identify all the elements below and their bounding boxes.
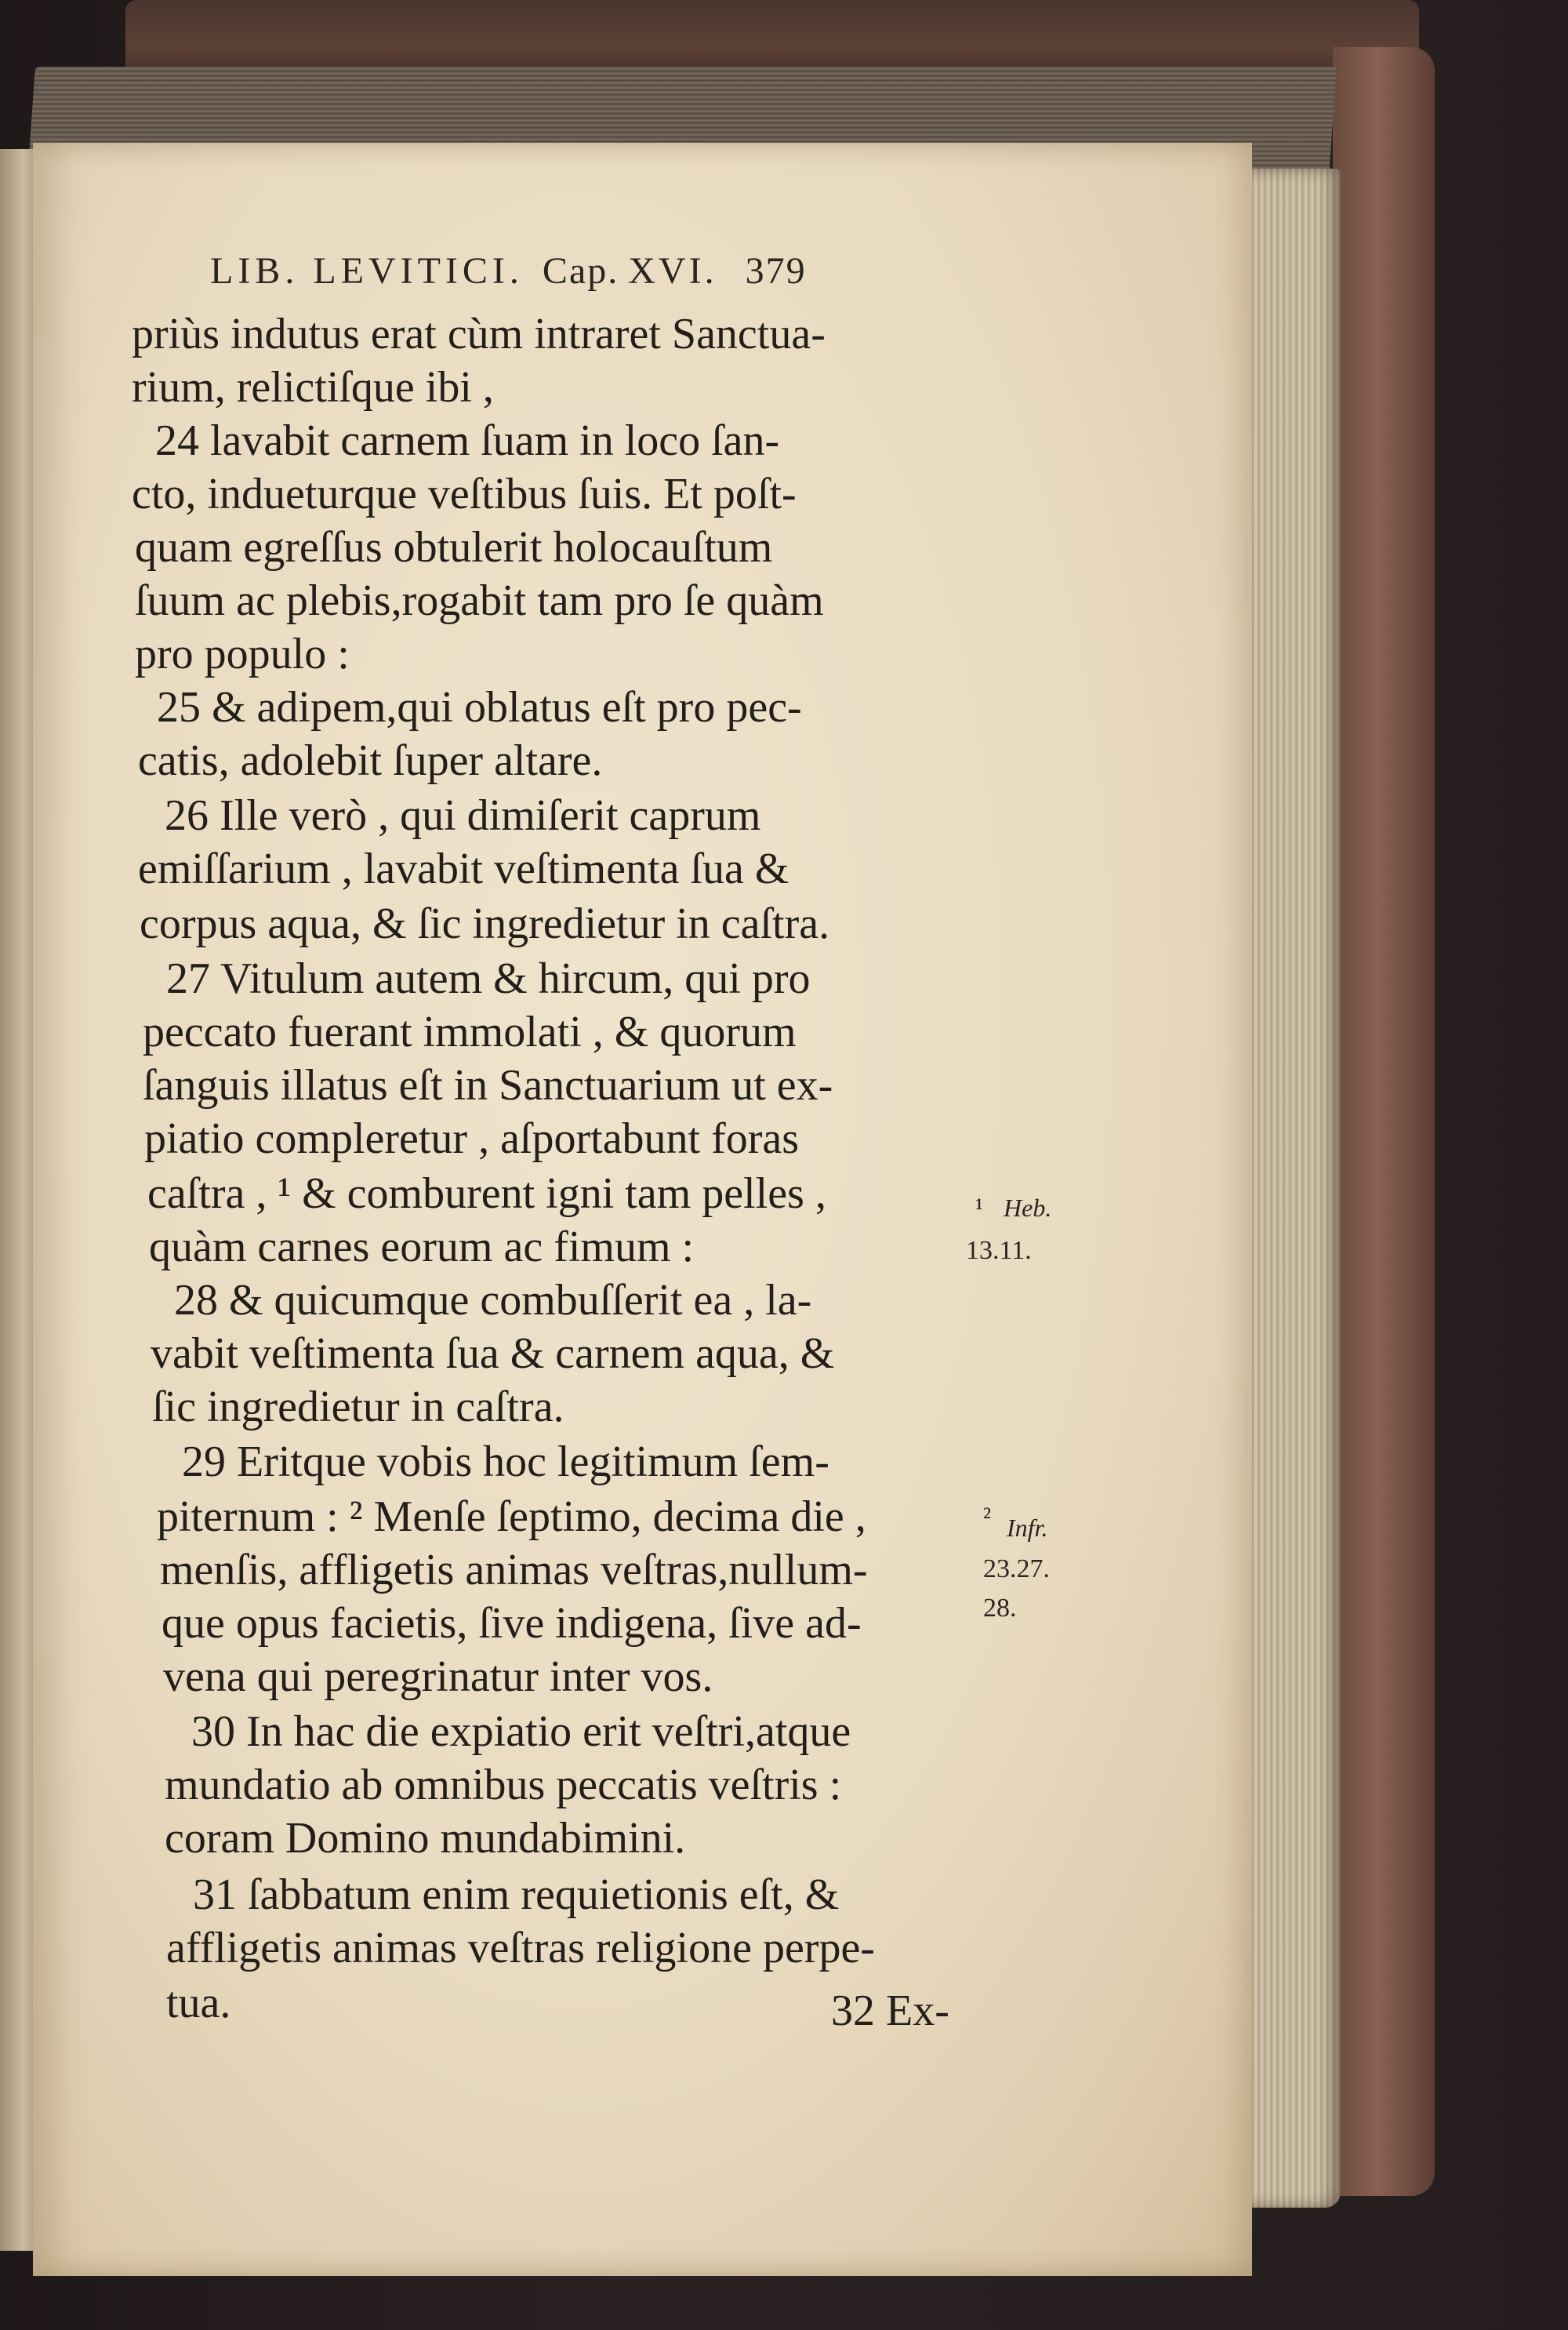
text-line: 27 Vitulum autem & hircum, qui pro bbox=[166, 954, 811, 1003]
margin-note-ref: Infr. bbox=[1007, 1514, 1048, 1542]
text-line: quàm carnes eorum ac fimum : bbox=[149, 1223, 695, 1271]
text-line: vabit veſtimenta ſua & carnem aqua, & bbox=[151, 1329, 835, 1378]
text-line: 24 lavabit carnem ſuam in loco ſan- bbox=[155, 416, 780, 465]
margin-note-marker: ² bbox=[983, 1503, 992, 1532]
text-line: rium, relictiſque ibi , bbox=[132, 363, 494, 412]
margin-note-location: 13.11. bbox=[966, 1236, 1032, 1265]
text-line: 30 In hac die expiatio erit veſtri,atque bbox=[191, 1707, 851, 1756]
text-line: catis, adolebit ſuper altare. bbox=[138, 736, 603, 785]
text-line: corpus aqua, & ſic ingredietur in caſtra. bbox=[140, 900, 830, 948]
text-line: ſic ingredietur in caſtra. bbox=[152, 1383, 564, 1431]
text-line: peccato fuerant immolati , & quorum bbox=[143, 1008, 797, 1056]
text-line: priùs indutus erat cùm intraret Sanctua- bbox=[132, 310, 826, 358]
header-book-title: LIB. LEVITICI. bbox=[210, 250, 524, 292]
text-line: ſanguis illatus eſt in Sanctuarium ut ex- bbox=[143, 1061, 833, 1110]
page-edges-right bbox=[1247, 169, 1341, 2208]
page-number: 379 bbox=[745, 250, 807, 292]
text-line: ſuum ac plebis,rogabit tam pro ſe quàm bbox=[135, 576, 824, 625]
text-line: cto, indueturque veſtibus ſuis. Et poſt- bbox=[132, 470, 797, 518]
text-line: pro populo : bbox=[135, 630, 350, 678]
text-line: vena qui peregrinatur inter vos. bbox=[163, 1652, 713, 1701]
text-line: 31 ſabbatum enim requietionis eſt, & bbox=[193, 1870, 840, 1919]
margin-note-marker: ¹ bbox=[975, 1194, 984, 1223]
text-line: mundatio ab omnibus peccatis veſtris : bbox=[165, 1761, 842, 1809]
text-line: affligetis animas veſtras religione perpe- bbox=[166, 1924, 875, 1972]
text-line: caſtra , ¹ & comburent igni tam pelles , bbox=[147, 1169, 826, 1218]
running-header bbox=[210, 249, 807, 293]
margin-note-ref: Heb. bbox=[1004, 1194, 1052, 1222]
text-line: quam egreſſus obtulerit holocauſtum bbox=[135, 523, 773, 572]
text-line: 28 & quicumque combuſſerit ea , la- bbox=[174, 1276, 812, 1325]
left-page-edge bbox=[0, 149, 33, 2251]
text-line: menſis, affligetis animas veſtras,nullum- bbox=[160, 1546, 868, 1594]
catchword: 32 Ex- bbox=[831, 1986, 949, 2035]
text-line: que opus facietis, ſive indigena, ſive ad- bbox=[162, 1599, 862, 1648]
book-cover-right bbox=[1333, 47, 1435, 2196]
text-line: emiſſarium , lavabit veſtimenta ſua & bbox=[138, 845, 789, 893]
text-line: 25 & adipem,qui oblatus eſt pro pec- bbox=[157, 683, 802, 732]
text-line: tua. bbox=[166, 1979, 231, 2027]
text-line: 29 Eritque vobis hoc legitimum ſem- bbox=[182, 1438, 829, 1486]
margin-note-location: 28. bbox=[983, 1594, 1017, 1623]
header-chapter-label: Cap. bbox=[542, 250, 619, 292]
text-line: coram Domino mundabimini. bbox=[165, 1814, 686, 1863]
text-line: piatio compleretur , aſportabunt foras bbox=[144, 1114, 800, 1163]
margin-note-location: 23.27. bbox=[983, 1554, 1050, 1583]
header-chapter-number: XVI. bbox=[628, 250, 717, 292]
text-line: piternum : ² Menſe ſeptimo, decima die , bbox=[157, 1492, 866, 1541]
text-line: 26 Ille verò , qui dimiſerit caprum bbox=[165, 791, 761, 840]
